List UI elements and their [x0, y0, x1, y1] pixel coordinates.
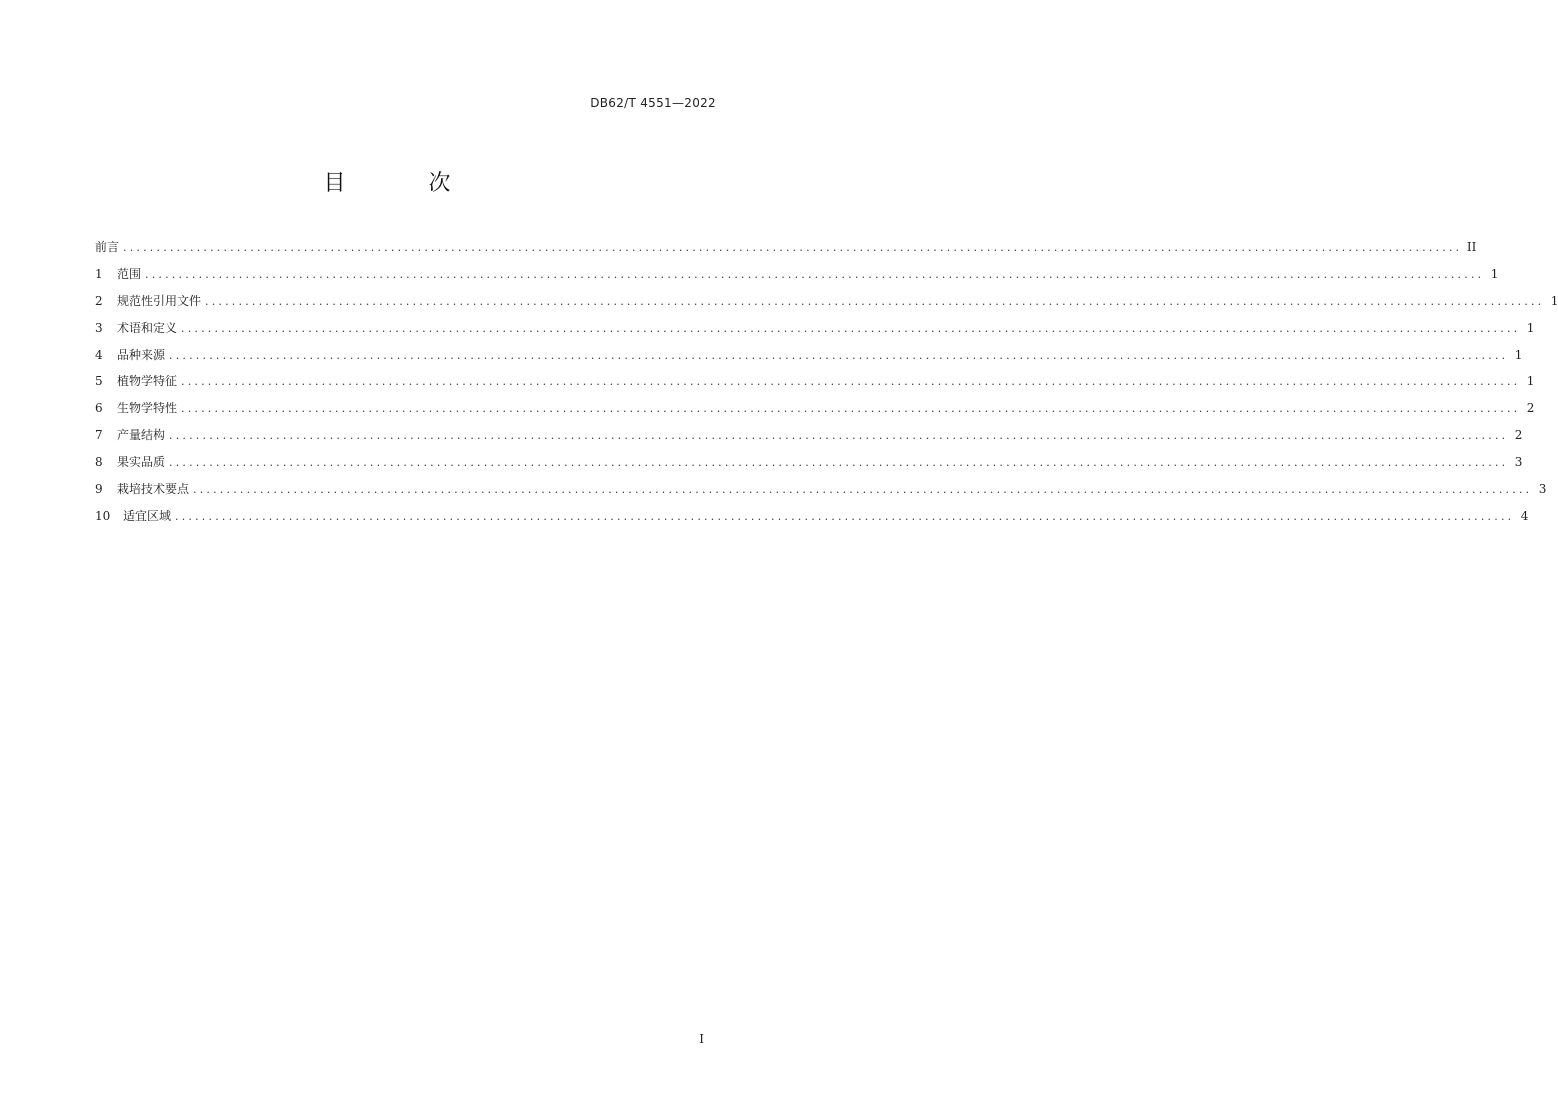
toc-entry-number: 8 — [95, 455, 103, 470]
toc-leader-dots: ........................................................................................................................................................................................................ — [181, 375, 1521, 389]
toc-entry-page: 1 — [1526, 374, 1535, 389]
document-code: DB62/T 4551—2022 — [590, 96, 716, 110]
toc-entry[interactable] — [95, 426, 1523, 453]
toc-entry-number: 6 — [95, 401, 103, 416]
toc-entry-number: 4 — [95, 347, 103, 362]
toc-leader-dots: ........................................................................................................................................................................................................ — [169, 348, 1509, 362]
toc-entry-number: 5 — [95, 374, 103, 389]
toc-entry-page: 4 — [1520, 508, 1529, 523]
toc-entry-label: 术语和定义 — [117, 320, 178, 335]
toc-leader-dots: ........................................................................................................................................................................................................ — [175, 509, 1515, 523]
toc-entry[interactable] — [95, 292, 1558, 319]
toc-title: 目 次 — [323, 171, 489, 196]
toc-entry-page: 1 — [1514, 347, 1523, 362]
toc-entry[interactable] — [95, 238, 1477, 265]
toc-entry[interactable] — [95, 372, 1535, 399]
toc-entry-page: 2 — [1526, 401, 1535, 416]
toc-entry-page: 2 — [1514, 428, 1523, 443]
toc-entry-number: 2 — [95, 293, 103, 308]
toc-entry-label: 生物学特性 — [117, 401, 178, 416]
toc-leader-dots: ........................................................................................................................................................................................................ — [193, 483, 1533, 497]
toc-leader-dots: ........................................................................................................................................................................................................ — [169, 456, 1509, 470]
toc-entry[interactable] — [95, 346, 1523, 373]
toc-entry-label: 植物学特征 — [117, 374, 178, 389]
toc-leader-dots: ........................................................................................................................................................................................................ — [123, 241, 1463, 254]
toc-entry-number: 7 — [95, 428, 103, 443]
toc-leader-dots: ........................................................................................................................................................................................................ — [145, 267, 1485, 281]
toc-entry-page: 1 — [1526, 320, 1535, 335]
toc-entry-number: 10 — [95, 508, 111, 523]
toc-entry-label: 品种来源 — [117, 347, 166, 362]
toc-entry-label: 栽培技术要点 — [117, 482, 190, 497]
toc-entry-label: 适宜区域 — [123, 508, 172, 523]
toc-leader-dots: ........................................................................................................................................................................................................ — [169, 429, 1509, 443]
page-number: I — [699, 1032, 704, 1046]
toc-entry-label: 规范性引用文件 — [117, 293, 202, 308]
toc-entry-label: 果实品质 — [117, 455, 166, 470]
toc-entry-page: 3 — [1538, 482, 1547, 497]
table-of-contents — [95, 238, 1558, 534]
toc-entry[interactable] — [95, 507, 1529, 534]
toc-entry-label: 范围 — [117, 266, 142, 281]
toc-entry-page: 1 — [1550, 293, 1558, 308]
toc-entry-label: 前言 — [95, 240, 120, 254]
toc-entry-label: 产量结构 — [117, 428, 166, 443]
toc-entry[interactable] — [95, 480, 1547, 507]
toc-entry[interactable] — [95, 453, 1523, 480]
toc-entry-page: 1 — [1490, 266, 1499, 281]
toc-entry[interactable] — [95, 319, 1535, 346]
toc-entry[interactable] — [95, 265, 1499, 292]
toc-entry-page: 3 — [1514, 455, 1523, 470]
toc-leader-dots: ........................................................................................................................................................................................................ — [181, 321, 1521, 335]
toc-leader-dots: ........................................................................................................................................................................................................ — [181, 402, 1521, 416]
toc-entry[interactable] — [95, 399, 1535, 426]
toc-entry-number: 9 — [95, 482, 103, 497]
toc-entry-number: 3 — [95, 320, 103, 335]
toc-leader-dots: ........................................................................................................................................................................................................ — [205, 294, 1545, 308]
toc-entry-number: 1 — [95, 266, 103, 281]
toc-entry-page: II — [1466, 240, 1477, 254]
